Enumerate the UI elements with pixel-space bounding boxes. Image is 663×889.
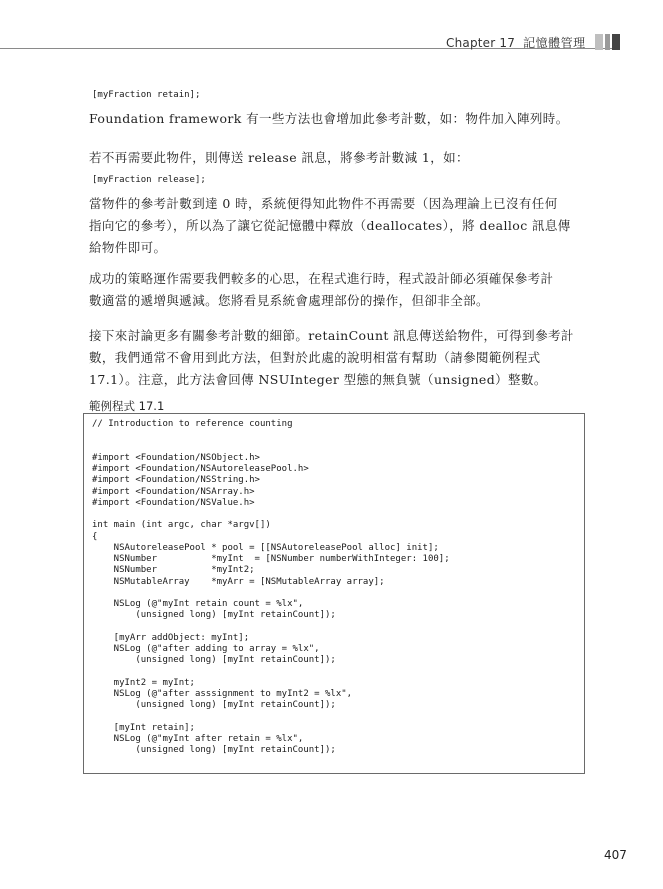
code-line: myInt2 = myInt; xyxy=(92,677,195,688)
paragraph-dealloc xyxy=(89,193,589,259)
paragraph-foundation xyxy=(89,108,589,130)
code-line xyxy=(92,509,450,520)
code-line: { xyxy=(92,531,98,542)
code-line: NSLog (@"after adding to array = %lx", xyxy=(92,644,320,654)
code-line: #import <Foundation/NSArray.h> xyxy=(92,486,255,497)
code-line: (unsigned long) [myInt retainCount]); xyxy=(92,655,336,666)
code-line: (unsigned long) [myInt retainCount]); xyxy=(92,610,336,621)
code-line xyxy=(92,430,450,441)
code-line: #import <Foundation/NSValue.h> xyxy=(92,497,255,508)
paragraph-line: 指向它的參考），所以為了讓它從記憶體中釋放（deallocates），將 dealloc 訊息傳 xyxy=(89,218,571,233)
paragraph-line: 數，我們通常不會用到此方法，但對於此處的說明相當有幫助（請參閱範例程式 xyxy=(89,350,541,365)
code-line xyxy=(92,667,450,678)
code-line: [myInt retain]; xyxy=(92,722,195,733)
code-line: NSLog (@"after asssignment to myInt2 = %lx", xyxy=(92,689,353,699)
header-block-light xyxy=(595,34,603,50)
code-line: int main (int argc, char *argv[]) xyxy=(92,520,271,531)
code-line: [myArr addObject: myInt]; xyxy=(92,632,250,643)
code-line: #import <Foundation/NSAutoreleasePool.h> xyxy=(92,464,309,474)
code-line: (unsigned long) [myInt retainCount]); xyxy=(92,745,336,756)
code-line xyxy=(92,588,450,599)
code-snippet-release: [myFraction release]; xyxy=(92,175,206,185)
paragraph-line: 當物件的參考計數到達 0 時，系統便得知此物件不再需要（因為理論上已沒有任何 xyxy=(89,196,558,211)
paragraph-line: Foundation framework 有一些方法也會增加此參考計數，如：物件加入陣列時。 xyxy=(89,111,569,126)
paragraph-line: 成功的策略運作需要我們較多的心思，在程式進行時，程式設計師必須確保參考計 xyxy=(89,271,554,286)
chapter-title: 記憶體管理 xyxy=(523,36,586,50)
header-block-dark xyxy=(612,34,620,50)
page-number: 407 xyxy=(604,848,627,862)
paragraph-line: 17.1）。注意，此方法會回傳 NSUInteger 型態的無負號（unsigned）整數。 xyxy=(89,372,547,387)
code-listing-box xyxy=(83,413,585,774)
code-line xyxy=(92,712,450,723)
code-line: NSNumber *myInt2; xyxy=(92,565,255,576)
code-line: (unsigned long) [myInt retainCount]); xyxy=(92,700,336,711)
header-block-mid xyxy=(605,34,610,50)
code-line: NSNumber *myInt = [NSNumber numberWithInteger: 100]; xyxy=(92,554,450,564)
code-line: NSAutoreleasePool * pool = [[NSAutoreleasePool alloc] init]; xyxy=(92,542,439,553)
code-line: #import <Foundation/NSObject.h> xyxy=(92,452,260,463)
paragraph-retaincount xyxy=(89,325,589,391)
paragraph-release xyxy=(89,147,589,169)
code-line xyxy=(92,442,450,453)
code-line: #import <Foundation/NSString.h> xyxy=(92,475,260,486)
chapter-label: Chapter 17 xyxy=(446,36,516,50)
paragraph-line: 接下來討論更多有關參考計數的細節。retainCount 訊息傳送給物件，可得到參考計 xyxy=(89,328,574,343)
example-caption: 範例程式 17.1 xyxy=(89,399,165,413)
code-line: NSLog (@"myInt after retain = %lx", xyxy=(92,734,304,744)
code-line: NSLog (@"myInt retain count = %lx", xyxy=(92,599,304,609)
paragraph-strategy xyxy=(89,268,589,312)
paragraph-line: 數適當的遞增與遞減。您將看見系統會處理部份的操作，但卻非全部。 xyxy=(89,293,489,308)
paragraph-line: 給物件即可。 xyxy=(89,240,167,255)
code-snippet-retain: [myFraction retain]; xyxy=(92,90,201,100)
code-line: // Introduction to reference counting xyxy=(92,419,293,429)
paragraph-line: 若不再需要此物件，則傳送 release 訊息，將參考計數減 1，如： xyxy=(89,150,469,165)
code-line: NSMutableArray *myArr = [NSMutableArray array]; xyxy=(92,576,385,587)
running-header xyxy=(446,34,586,51)
code-line xyxy=(92,622,450,633)
code-listing xyxy=(92,419,450,757)
